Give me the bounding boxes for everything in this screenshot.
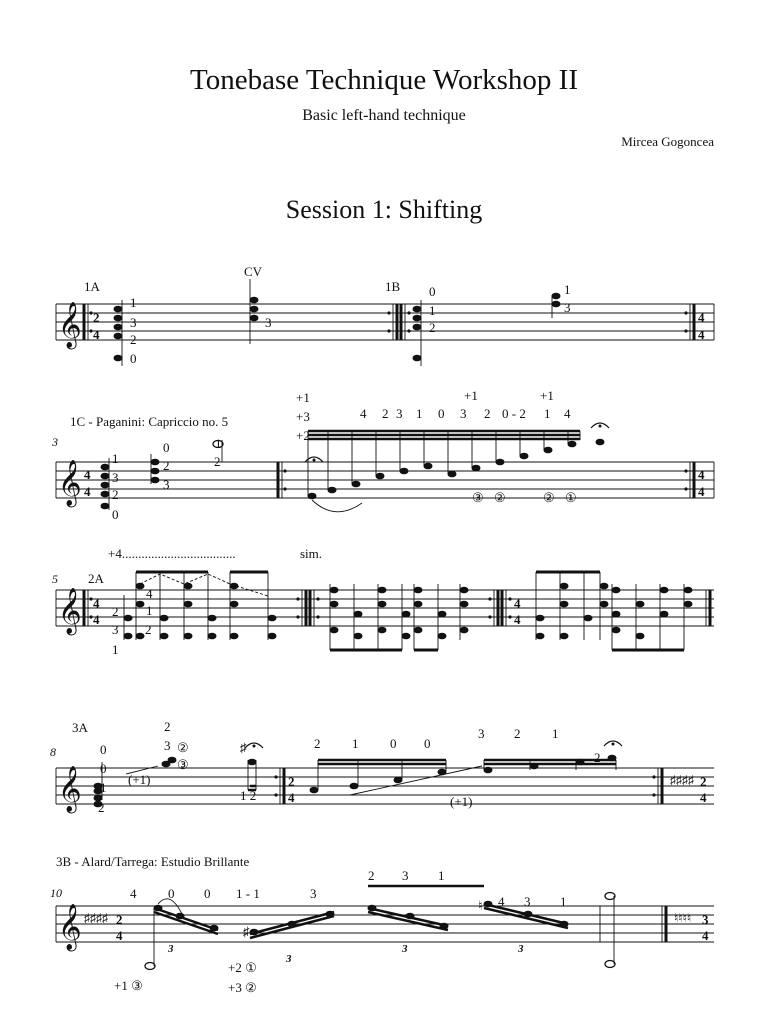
svg-text:0: 0: [429, 284, 436, 299]
section-label-1A: 1A: [84, 279, 100, 294]
section-label-2A: 2A: [88, 571, 104, 586]
svg-text:2: 2: [130, 332, 137, 347]
svg-text:2: 2: [98, 800, 105, 815]
svg-text:1: 1: [438, 868, 445, 883]
svg-text:2: 2: [514, 726, 521, 741]
section-label-3B: 3B - Alard/Tarrega: Estudio Brillante: [56, 854, 250, 869]
shift-marks-1C: [296, 390, 310, 443]
svg-text:3: 3: [164, 738, 171, 753]
svg-text:1: 1: [352, 736, 359, 751]
svg-text:3: 3: [518, 943, 524, 955]
svg-text:2: 2: [145, 622, 152, 637]
time-signature-bottom: 4: [116, 928, 123, 943]
svg-text:3: 3: [524, 894, 531, 909]
svg-text:1: 1: [429, 303, 436, 318]
svg-text:(+1): (+1): [128, 772, 151, 787]
composer-name: Mircea Gogoncea: [621, 134, 714, 149]
svg-text:3: 3: [402, 943, 408, 955]
treble-clef-icon: 𝄞: [58, 588, 82, 634]
svg-text:0: 0: [424, 736, 431, 751]
shift-mark-3A: (+1): [450, 794, 473, 809]
svg-text:①: ①: [565, 490, 577, 505]
notes-3B: [58, 901, 569, 952]
svg-text:+1: +1: [464, 388, 478, 403]
svg-text:2: 2: [163, 458, 170, 473]
time-signature-mid-top: 4: [514, 596, 521, 611]
svg-text:0: 0: [130, 351, 137, 366]
time-signature-end-top: 4: [698, 310, 705, 325]
svg-text:1: 1: [564, 282, 571, 297]
treble-clef-icon: 𝄞: [58, 302, 82, 348]
left-fingering-3A: [98, 719, 256, 815]
section-label-1C: 1C - Paganini: Capriccio no. 5: [70, 414, 229, 429]
svg-text:3: 3: [265, 315, 272, 330]
svg-text:3: 3: [460, 406, 467, 421]
svg-text:2: 2: [594, 750, 601, 765]
key-signature-sharps: ♯♯♯♯: [670, 773, 694, 787]
system-3B: [56, 886, 714, 966]
svg-text:1: 1: [146, 603, 153, 618]
sim-marking: sim.: [300, 546, 323, 561]
svg-text:0: 0: [390, 736, 397, 751]
treble-clef-icon: 𝄞: [58, 766, 82, 812]
svg-text:0: 0: [163, 440, 170, 455]
page-subtitle: Basic left-hand technique: [302, 107, 466, 124]
accidental: ♯: [240, 740, 247, 755]
svg-text:4: 4: [360, 406, 367, 421]
left-fingering-1C: [112, 436, 222, 522]
svg-text:②: ②: [543, 490, 555, 505]
svg-text:4: 4: [130, 886, 137, 901]
svg-text:3: 3: [130, 315, 137, 330]
svg-text:0: 0: [100, 742, 107, 757]
svg-text:1: 1: [130, 295, 137, 310]
fingerings-2A: [112, 586, 153, 657]
run-fingering-1C: [360, 388, 571, 421]
treble-clef-icon: 𝄞: [58, 460, 82, 506]
svg-text:+1 ③: +1 ③: [114, 978, 143, 993]
svg-text:3: 3: [396, 406, 403, 421]
svg-text:1: 1: [560, 894, 567, 909]
svg-text:1: 1: [416, 406, 423, 421]
svg-text:0 - 2: 0 - 2: [502, 406, 526, 421]
fingering-3B: [130, 868, 567, 909]
svg-text:1: 1: [112, 451, 119, 466]
svg-text:3: 3: [564, 300, 571, 315]
svg-text:3: 3: [402, 868, 409, 883]
svg-text:②: ②: [177, 740, 189, 755]
time-signature-end-top: 3: [702, 912, 709, 927]
system-3A: [56, 760, 714, 804]
time-signature-bottom: 4: [93, 327, 100, 342]
svg-text:4: 4: [564, 406, 571, 421]
tuplet-marks-3B: [167, 943, 524, 965]
time-signature-top: 4: [84, 467, 91, 482]
svg-text:4: 4: [498, 894, 505, 909]
svg-text:+1: +1: [296, 390, 310, 405]
svg-text:3: 3: [163, 477, 170, 492]
svg-text:3: 3: [112, 470, 119, 485]
svg-text:1: 1: [552, 726, 559, 741]
svg-text:+3 ②: +3 ②: [228, 980, 257, 995]
svg-text:2: 2: [368, 868, 375, 883]
measure-number-10: 10: [50, 886, 62, 900]
page-title: Tonebase Technique Workshop II: [190, 64, 578, 96]
svg-text:+3: +3: [296, 409, 310, 424]
svg-text:2: 2: [214, 454, 221, 469]
svg-text:+2: +2: [296, 428, 310, 443]
treble-clef-icon: 𝄞: [58, 904, 82, 950]
svg-text:3: 3: [286, 953, 292, 965]
time-signature-bottom: 4: [84, 484, 91, 499]
svg-text:2: 2: [429, 320, 436, 335]
svg-text:+1: +1: [540, 388, 554, 403]
svg-text:3: 3: [168, 943, 174, 955]
time-signature-end-top: 4: [698, 467, 705, 482]
measure-number-3: 3: [52, 435, 58, 449]
svg-text:2: 2: [112, 487, 119, 502]
label-cv: CV: [244, 264, 263, 279]
fingerings-1A: [130, 282, 571, 366]
svg-text:3: 3: [112, 622, 119, 637]
time-signature-end-bottom: 4: [698, 484, 705, 499]
svg-text:2: 2: [112, 604, 119, 619]
svg-text:0: 0: [438, 406, 445, 421]
svg-text:1 - 1: 1 - 1: [236, 886, 260, 901]
time-signature-top: 2: [93, 310, 100, 325]
shift-line-2A: +4...................................: [108, 546, 236, 561]
svg-text:3: 3: [310, 886, 317, 901]
svg-text:1: 1: [100, 780, 107, 795]
svg-text:③: ③: [472, 490, 484, 505]
svg-text:0: 0: [100, 761, 107, 776]
measure-number-8: 8: [50, 745, 56, 759]
key-signature-naturals: ♮♮♮♮: [674, 911, 692, 925]
time-signature-top: 2: [116, 912, 123, 927]
svg-text:4: 4: [146, 586, 153, 601]
svg-text:1: 1: [112, 642, 119, 657]
accidental: ♯: [243, 924, 250, 939]
accidental: ♮: [478, 898, 483, 913]
svg-text:2: 2: [382, 406, 389, 421]
time-signature-mid-bottom: 4: [514, 612, 521, 627]
svg-text:2: 2: [314, 736, 321, 751]
section-label-3A: 3A: [72, 720, 88, 735]
time-signature-end-bottom: 4: [700, 790, 707, 805]
section-label-1B: 1B: [385, 279, 401, 294]
svg-text:3: 3: [478, 726, 485, 741]
svg-text:2: 2: [484, 406, 491, 421]
svg-text:1 2: 1 2: [240, 788, 257, 803]
below-marks-3B: [114, 960, 257, 995]
svg-text:②: ②: [494, 490, 506, 505]
svg-text:1: 1: [544, 406, 551, 421]
time-signature-bottom: 4: [288, 790, 295, 805]
svg-text:1: 1: [215, 436, 222, 451]
svg-text:0: 0: [112, 507, 119, 522]
time-signature-bottom: 4: [93, 612, 100, 627]
chords-2A: [58, 583, 693, 640]
svg-text:③: ③: [177, 757, 189, 772]
key-signature-sharps: ♯♯♯♯: [84, 911, 108, 925]
time-signature-end-top: 2: [700, 774, 707, 789]
time-signature-end-bottom: 4: [702, 928, 709, 943]
svg-text:2: 2: [164, 719, 171, 734]
measure-number-5: 5: [52, 572, 58, 586]
time-signature-end-bottom: 4: [698, 327, 705, 342]
svg-text:0: 0: [168, 886, 175, 901]
string-numbers-1C: [472, 490, 577, 505]
time-signature-top: 4: [93, 596, 100, 611]
svg-text:+2 ①: +2 ①: [228, 960, 257, 975]
time-signature-top: 2: [288, 774, 295, 789]
session-heading: Session 1: Shifting: [285, 195, 483, 224]
svg-text:0: 0: [204, 886, 211, 901]
